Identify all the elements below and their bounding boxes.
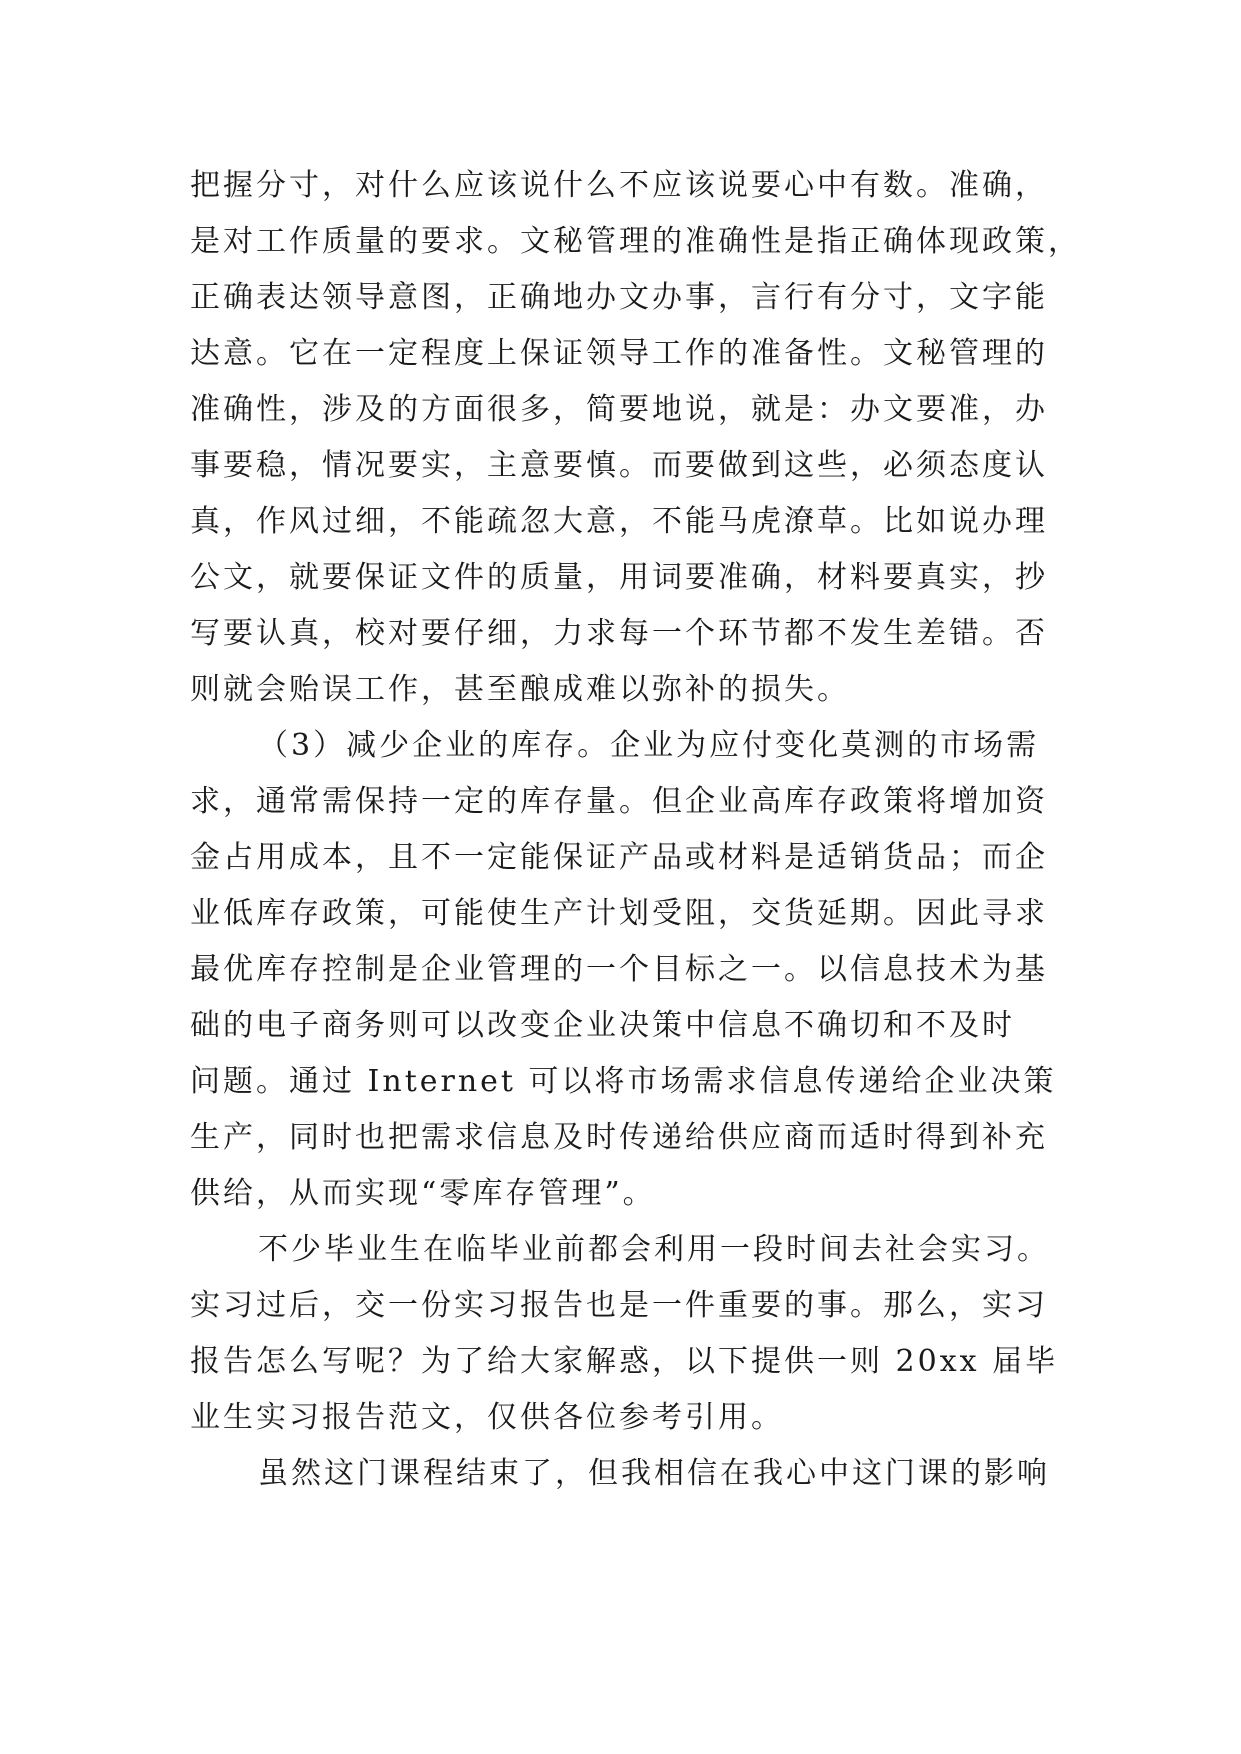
text-line: 金占用成本，且不一定能保证产品或材料是适销货品；而企 — [190, 840, 1048, 875]
text-line: 问题。通过 Internet 可以将市场需求信息传递给企业决策 — [190, 1064, 1057, 1099]
text-line: 最优库存控制是企业管理的一个目标之一。以信息技术为基 — [190, 952, 1048, 987]
text-line: 业低库存政策，可能使生产计划受阻，交货延期。因此寻求 — [190, 896, 1048, 931]
text-line: 报告怎么写呢？为了给大家解惑，以下提供一则 20xx 届毕 — [190, 1344, 1059, 1379]
text-line: 业生实习报告范文，仅供各位参考引用。 — [190, 1400, 784, 1435]
text-line: 是对工作质量的要求。文秘管理的准确性是指正确体现政策， — [190, 224, 1081, 259]
text-line: 达意。它在一定程度上保证领导工作的准备性。文秘管理的 — [190, 336, 1048, 371]
text-line: 则就会贻误工作，甚至酿成难以弥补的损失。 — [190, 672, 850, 707]
text-line: 实习过后，交一份实习报告也是一件重要的事。那么，实习 — [190, 1288, 1048, 1323]
text-line: 真，作风过细，不能疏忽大意，不能马虎潦草。比如说办理 — [190, 504, 1048, 539]
text-line: 础的电子商务则可以改变企业决策中信息不确切和不及时 — [190, 1008, 1015, 1043]
text-line: 把握分寸，对什么应该说什么不应该说要心中有数。准确， — [190, 168, 1048, 203]
text-line: 求，通常需保持一定的库存量。但企业高库存政策将增加资 — [190, 784, 1048, 819]
paragraph-start-line: （3）减少企业的库存。企业为应付变化莫测的市场需 — [258, 728, 1040, 763]
paragraph-start-line: 不少毕业生在临毕业前都会利用一段时间去社会实习。 — [258, 1232, 1050, 1267]
text-line: 公文，就要保证文件的质量，用词要准确，材料要真实，抄 — [190, 560, 1048, 595]
text-line: 事要稳，情况要实，主意要慎。而要做到这些，必须态度认 — [190, 448, 1048, 483]
text-line: 生产，同时也把需求信息及时传递给供应商而适时得到补充 — [190, 1120, 1048, 1155]
text-line: 正确表达领导意图，正确地办文办事，言行有分寸，文字能 — [190, 280, 1048, 315]
text-line: 写要认真，校对要仔细，力求每一个环节都不发生差错。否 — [190, 616, 1048, 651]
paragraph-start-line: 虽然这门课程结束了，但我相信在我心中这门课的影响 — [258, 1456, 1050, 1491]
body-text — [190, 158, 1090, 1502]
text-line: 供给，从而实现“零库存管理”。 — [190, 1176, 656, 1211]
text-line: 准确性，涉及的方面很多，简要地说，就是：办文要准，办 — [190, 392, 1048, 427]
